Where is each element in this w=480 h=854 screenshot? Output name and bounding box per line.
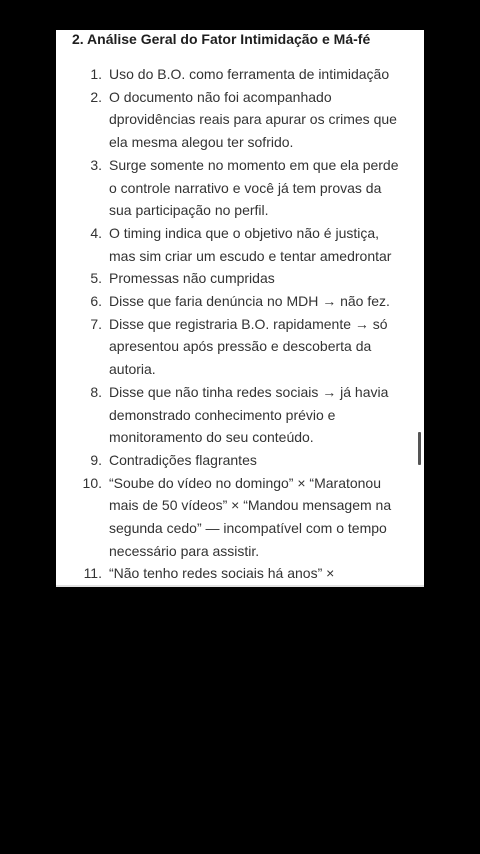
list-text: Uso do B.O. como ferramenta de intimidação — [109, 66, 390, 82]
list-number: 9. — [90, 451, 102, 468]
list-text: O timing indica que o objetivo não é justiça, mas sim criar um escudo e tentar amedrontar — [109, 224, 392, 264]
list-text: “Não tenho redes sociais há anos” × — [109, 565, 335, 582]
list-item — [56, 381, 404, 449]
list-item — [56, 267, 404, 290]
divider — [56, 585, 424, 587]
list-number: 1. — [90, 66, 102, 82]
list-item — [56, 63, 404, 86]
list-item — [56, 86, 404, 154]
list-item — [56, 472, 404, 563]
list-text: Contradições flagrantes — [109, 451, 257, 468]
section-heading: 2. Análise Geral do Fator Intimidação e Má-fé — [72, 31, 371, 47]
list-text: Disse que não tinha redes sociais → já havia demonstrado conhecimento prévio e monitoramento do seu conteúdo. — [109, 383, 389, 446]
list-number: 5. — [90, 270, 102, 287]
numbered-list — [56, 63, 424, 585]
list-number: 4. — [90, 224, 102, 241]
list-text: Disse que registraria B.O. rapidamente → só apresentou após pressão e descoberta da autoria. — [109, 315, 388, 378]
list-number: 2. — [90, 88, 102, 105]
list-item — [56, 290, 404, 313]
list-item — [56, 222, 404, 267]
list-item — [56, 154, 404, 222]
list-text: Surge somente no momento em que ela perde o controle narrativo e você já tem provas da sua participação no perfil. — [109, 156, 399, 219]
list-number: 3. — [90, 156, 102, 173]
list-text: Disse que faria denúncia no MDH → não fez. — [109, 293, 390, 310]
list-text: “Soube do vídeo no domingo” × “Maratonou mais de 50 vídeos” × “Mandou mensagem na segunda cedo” — incompatível com o tempo necessário para assistir. — [109, 474, 392, 559]
list-item — [56, 449, 404, 472]
list-number: 7. — [90, 315, 102, 332]
list-number: 6. — [90, 293, 102, 310]
list-item — [56, 562, 404, 585]
scrollbar-thumb[interactable] — [418, 432, 421, 465]
list-item — [56, 313, 404, 381]
list-text: Promessas não cumpridas — [109, 270, 275, 287]
list-text: O documento não foi acompanhado dprovidências reais para apurar os crimes que ela mesma alegou ter sofrido. — [109, 88, 397, 151]
document-card — [56, 30, 424, 587]
list-number: 8. — [90, 383, 102, 400]
list-number: 10. — [82, 474, 102, 491]
list-number: 11. — [83, 565, 102, 582]
